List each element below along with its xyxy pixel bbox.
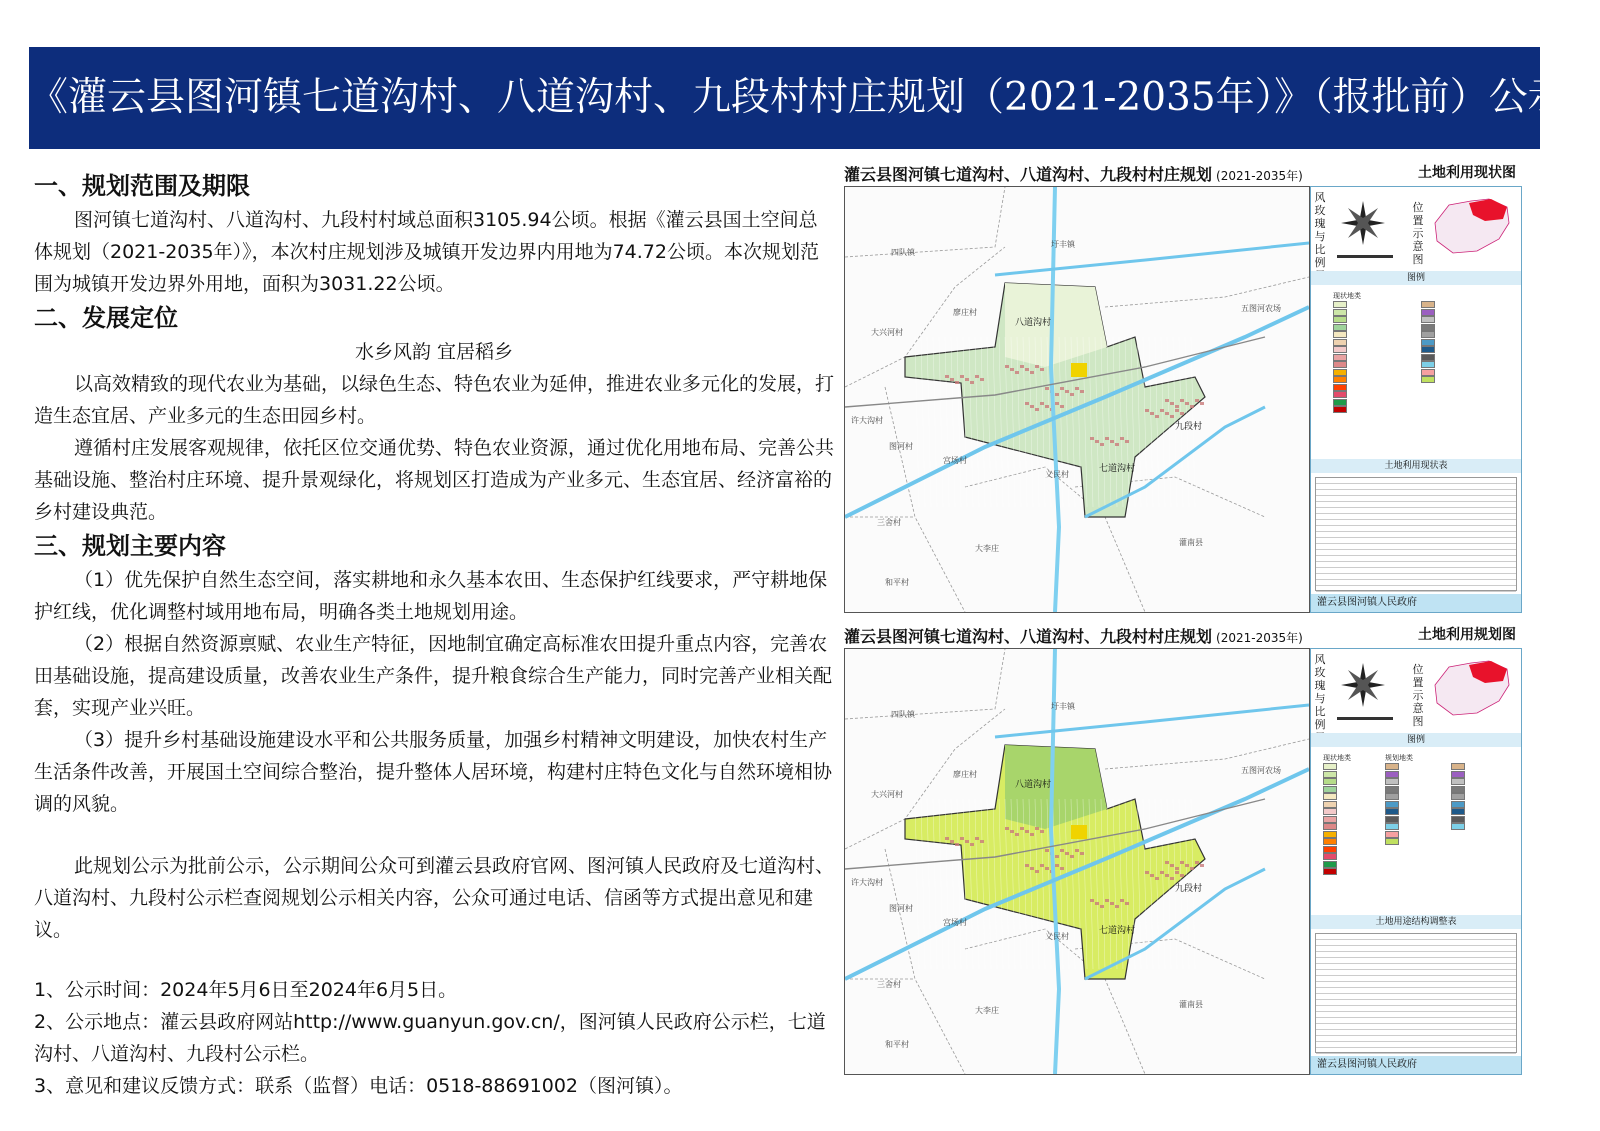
place-label: 图河村 [889,904,913,913]
place-label: 五图河农场 [1241,304,1281,313]
map-kind: 土地利用规划图 [1418,627,1516,643]
place-label: 大兴河村 [871,790,903,799]
place-label: 许大沟村 [851,878,883,887]
title-banner [29,47,1567,149]
location-inset-map [1429,655,1515,721]
location-label: 位置示意图 [1412,201,1424,266]
place-label: 大兴河村 [871,328,903,337]
map-legend-column [1310,648,1522,1075]
place-label: 义民村 [1045,932,1069,941]
place-label: 四队镇 [891,710,915,719]
map-image[interactable] [844,648,1310,1075]
map-year: (2021-2035年) [1216,631,1303,645]
table-title: 土地利用现状表 [1311,459,1521,473]
place-label: 大李庄 [975,1006,999,1015]
place-label: 四队镇 [891,248,915,257]
place-label: 宫场村 [943,918,967,927]
legend-swatches-left [1333,301,1350,414]
planned-land-use-map-panel [844,620,1540,1080]
place-label: 七道沟村 [1099,926,1136,936]
place-label: 九段村 [1175,884,1203,894]
wind-rose-icon [1331,655,1403,727]
compass-label: 风玫瑰与比例 [1314,191,1326,269]
notice-paragraph: 此规划公示为批前公示，公示期间公众可到灌云县政府官网、图河镇人民政府及七道沟村、八道沟村、九段村公示栏查阅规划公示相关内容，公众可通过电话、信函等方式提出意见和建议。 [34,855,835,941]
legend-title: 图例 [1311,271,1521,285]
place-label: 和平村 [885,578,909,587]
legend-group: 现状地类 [1333,292,1361,300]
issuer: 灌云县图河镇人民政府 [1311,1056,1521,1074]
place-label: 灌南县 [1179,538,1203,547]
notice-time: 1、公示时间：2024年5月6日至2024年6月5日。 [34,979,458,1001]
section2-heading: 二、发展定位 [34,304,178,332]
map-title: 灌云县图河镇七道沟村、八道沟村、九段村村庄规划 [844,627,1213,646]
place-label: 大李庄 [975,544,999,553]
place-label: 九段村 [1175,422,1203,432]
location-inset-map [1429,193,1515,259]
legend-swatches-right [1451,763,1468,831]
page-title: 《灌云县图河镇七道沟村、八道沟村、九段村村庄规划（2021-2035年）》（报批前）公示 [29,75,1567,120]
section1-paragraph: 图河镇七道沟村、八道沟村、九段村村域总面积3105.94公顷。根据《灌云县国土空间总体规划（2021-2035年）》，本次村庄规划涉及城镇开发边界内用地为74.72公顷。本次规划范围为城镇开发边界外用地，面积为3031.22公顷。 [34,209,819,295]
notice-contact: 3、意见和建议反馈方式：联系（监督）电话：0518-88691002（图河镇）。 [34,1075,683,1097]
place-label: 八道沟村 [1015,780,1052,790]
development-motto: 水乡风韵 宜居稻乡 [354,341,514,363]
map-image[interactable] [844,186,1310,613]
legend-group: 现状地类 [1323,754,1351,762]
map-legend-column [1310,186,1522,613]
legend-swatches-left [1323,763,1340,876]
issuer: 灌云县图河镇人民政府 [1311,594,1521,612]
map-year: (2021-2035年) [1216,169,1303,183]
place-label: 义民村 [1045,470,1069,479]
notice-location: 2、公示地点：灌云县政府网站http://www.guanyun.gov.cn/，图河镇人民政府公示栏，七道沟村、八道沟村、九段村公示栏。 [34,1011,826,1065]
wind-rose-icon [1331,193,1403,265]
place-label: 圩丰镇 [1051,240,1075,249]
place-label: 圩丰镇 [1051,702,1075,711]
section3-heading: 三、规划主要内容 [34,532,226,560]
legend-swatches-mid [1385,763,1402,846]
place-label: 灌南县 [1179,1000,1203,1009]
place-label: 三舍村 [877,518,901,527]
current-land-use-map-panel [844,158,1540,618]
place-label: 图河村 [889,442,913,451]
land-use-table [1315,933,1517,1053]
announcement-text [34,168,834,1102]
section3-item-2: （2）根据自然资源禀赋、农业生产特征，因地制宜确定高标准农田提升重点内容，完善农田基础设施，提高建设质量，改善农业生产条件，提升粮食综合生产能力，同时完善产业相关配套，实现产业兴旺。 [34,633,833,719]
place-label: 三舍村 [877,980,901,989]
legend-group-planned: 规划地类 [1385,754,1413,762]
table-title: 土地用途结构调整表 [1311,915,1521,929]
map-kind: 土地利用现状图 [1418,165,1516,181]
section3-item-3: （3）提升乡村基础设施建设水平和公共服务质量，加强乡村精神文明建设，加快农村生产生活条件改善，开展国土空间综合整治，提升整体人居环境，构建村庄特色文化与自然环境相协调的风貌。 [34,729,833,815]
section3-item-1: （1）优先保护自然生态空间，落实耕地和永久基本农田、生态保护红线要求，严守耕地保护红线，优化调整村域用地布局，明确各类土地规划用途。 [34,569,828,623]
location-label: 位置示意图 [1412,663,1424,728]
map-title: 灌云县图河镇七道沟村、八道沟村、九段村村庄规划 [844,165,1213,184]
place-label: 和平村 [885,1040,909,1049]
place-label: 许大沟村 [851,416,883,425]
section2-paragraph-2: 遵循村庄发展客观规律，依托区位交通优势、特色农业资源，通过优化用地布局、完善公共基础设施、整治村庄环境、提升景观绿化，将规划区打造成为产业多元、生态宜居、经济富裕的乡村建设典范。 [34,437,835,523]
section1-heading: 一、规划范围及期限 [34,172,250,200]
compass-label: 风玫瑰与比例 [1314,653,1326,731]
place-label: 廖庄村 [953,770,977,779]
land-use-table [1315,477,1517,591]
place-label: 宫场村 [943,456,967,465]
legend-swatches-right [1421,301,1438,384]
place-label: 八道沟村 [1015,318,1052,328]
section2-paragraph-1: 以高效精致的现代农业为基础，以绿色生态、特色农业为延伸，推进农业多元化的发展，打造生态宜居、产业多元的生态田园乡村。 [34,373,835,427]
place-label: 廖庄村 [953,308,977,317]
place-label: 五图河农场 [1241,766,1281,775]
place-label: 七道沟村 [1099,464,1136,474]
legend-title: 图例 [1311,733,1521,747]
